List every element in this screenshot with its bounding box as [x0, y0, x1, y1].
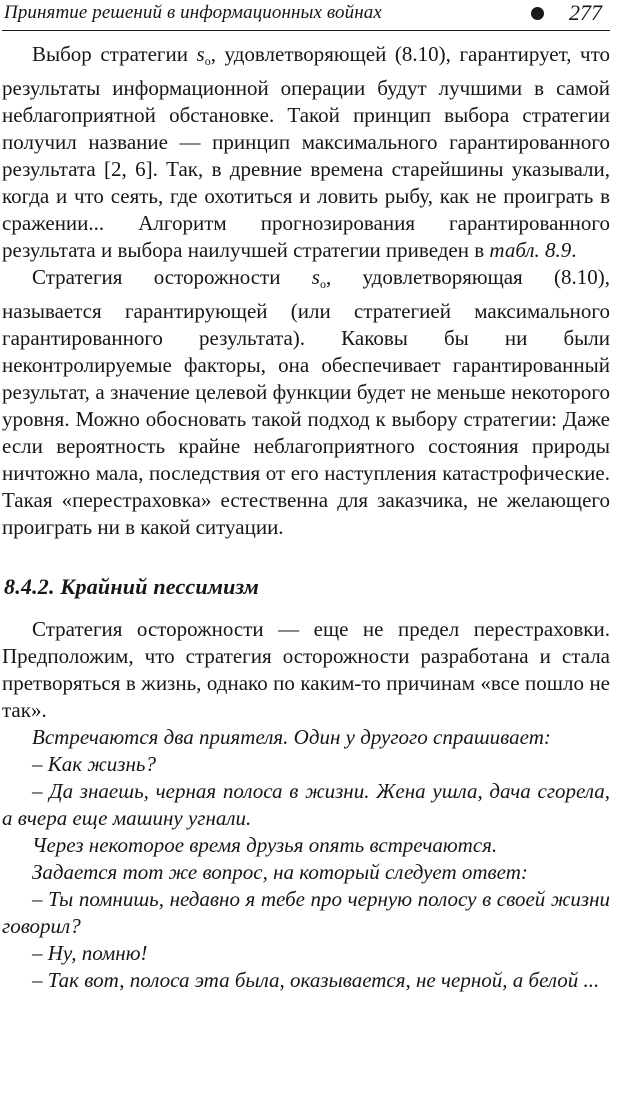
variable-subscript: o: [204, 54, 211, 68]
paragraph-caution-strategy: [2, 264, 610, 541]
dialog-line: Через некоторое время друзья опять встречаются.: [32, 833, 498, 857]
dialog-line: – Так вот, полоса эта была, оказывается, не черной, а белой ...: [32, 968, 600, 992]
running-header: [2, 0, 610, 31]
dialog-line: Задается тот же вопрос, на который следует ответ:: [32, 860, 528, 884]
text-run: .: [571, 238, 577, 262]
text-run: , удовлетворяющей (8.10), гарантирует, что результаты информационной операции будут лучшими в самой неблагоприятной обстановке. Такой принцип выбора стратегии получил название — принцип максимального гарантированного результата [2, 6]. Так, в древние времена старейшины указывали, когда и что сеять, где охотиться и ловить рыбу, как не проиграть в сражении... Алгоритм прогнозирования гарантированного результата и выбора наилучшей стратегии приведен в: [2, 42, 610, 262]
page-number: 277: [569, 0, 602, 25]
variable-s: s: [311, 265, 320, 289]
paragraph-strategy-choice: [2, 41, 610, 264]
running-header-title: Принятие решений в информационных войнах: [4, 2, 382, 23]
dialog-line: – Ну, помню!: [32, 941, 148, 965]
variable-s: s: [196, 42, 205, 66]
text-run: Выбор стратегии: [32, 42, 197, 66]
dialog-line: – Да знаешь, черная полоса в жизни. Жена ушла, дача сгорела, а вчера еще машину угнали.: [2, 779, 610, 830]
text-run: Стратегия осторожности: [32, 265, 312, 289]
dialog-line: – Как жизнь?: [32, 752, 156, 776]
table-reference: табл. 8.9: [489, 238, 572, 262]
bullet-dot-icon: [531, 7, 544, 20]
page-body: [2, 41, 610, 994]
dialog-line: – Ты помнишь, недавно я тебе про черную полосу в своей жизни говорил?: [2, 887, 610, 938]
variable-subscript: o: [319, 277, 326, 291]
dialog-line: Встречаются два приятеля. Один у другого спрашивает:: [32, 725, 551, 749]
text-run: , удовлетворяющая (8.10), называется гарантирующей (или стратегией максимального гарантированного результата). Каковы бы ни были неконтролируемые факторы, она обеспечивает гарантированный результат, а значение целевой функции будет не меньше некоторого уровня. Можно обосновать такой подход к выбору стратегии: Даже если вероятность крайне неблагоприятного состояния природы ничтожно мала, последствия от его наступления катастрофические. Такая «перестраховка» естественна для заказчика, не желающего проиграть ни в какой ситуации.: [2, 265, 610, 539]
section-heading: 8.4.2. Крайний пессимизм: [4, 574, 260, 599]
paragraph-section-intro: Стратегия осторожности — еще не предел перестраховки. Предположим, что стратегия осторожности разработана и стала претворяться в жизнь, однако по каким-то причинам «все пошло не так».: [2, 617, 610, 722]
